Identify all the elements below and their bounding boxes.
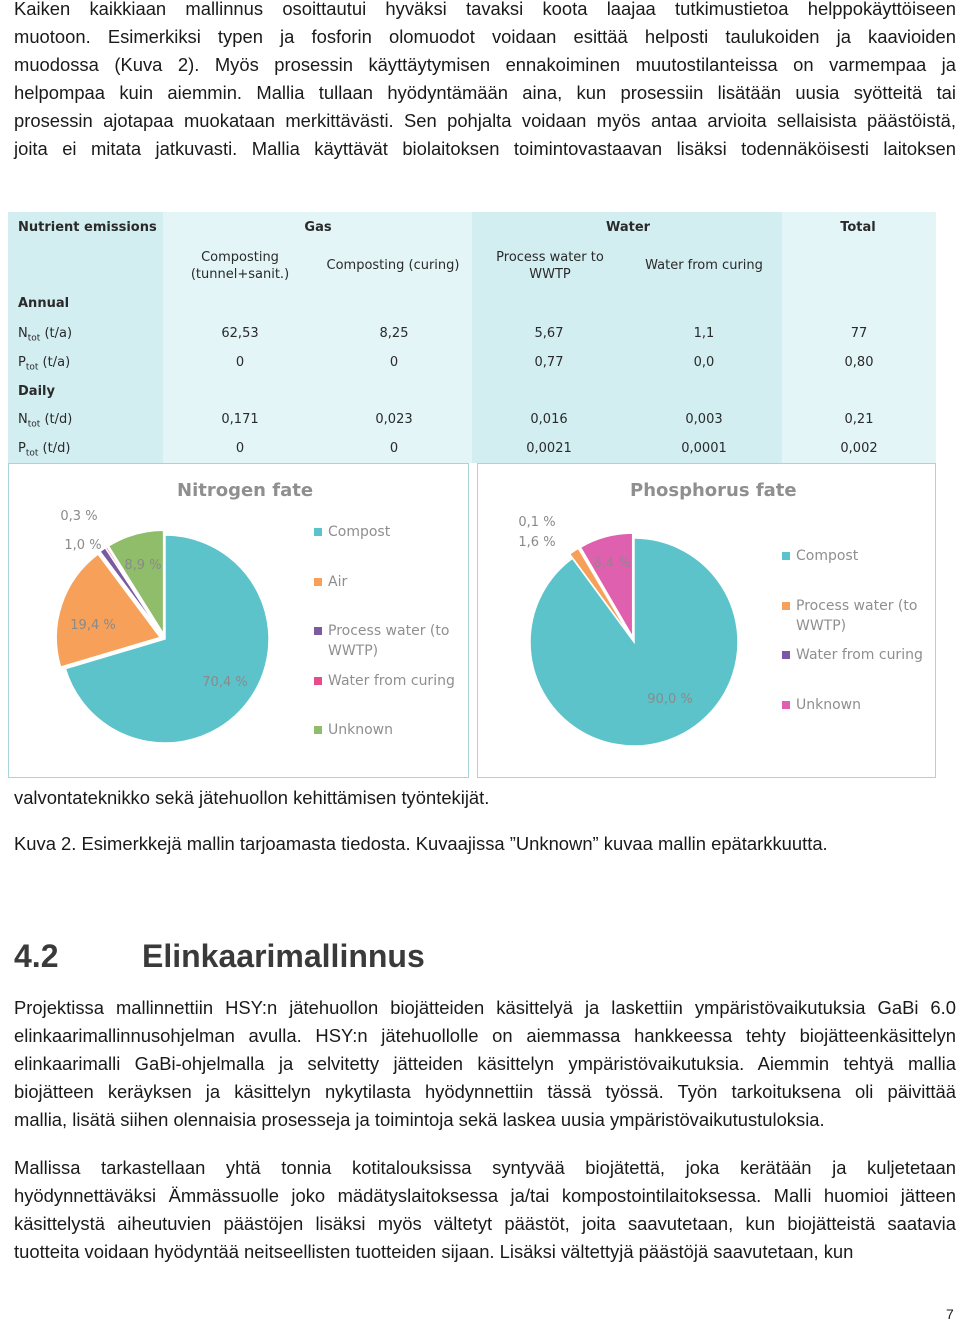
body-paragraph-2 — [14, 1154, 956, 1266]
section-label-daily: Daily — [18, 384, 55, 399]
data-label: 1,6 % — [518, 535, 556, 550]
pie-slice — [530, 538, 738, 746]
section-label-annual: Annual — [18, 296, 70, 311]
table-cell: 8,25 — [379, 326, 409, 341]
legend-label: Water from curing — [328, 672, 455, 689]
table-cell: 62,53 — [221, 326, 259, 341]
intro-paragraph — [14, 0, 956, 163]
data-label: 1,0 % — [64, 538, 102, 553]
text-line: tuotteita voidaan hyödyntää neitseellisten tuotteiden sijaan. Lisäksi vältettyjä päästöjä saavutetaan, kun — [14, 1241, 854, 1262]
table-cell: 0 — [389, 441, 399, 456]
data-label: 19,4 % — [70, 618, 116, 633]
table-corner-label: Nutrient emissions — [18, 220, 157, 235]
legend-swatch — [782, 602, 790, 610]
row-unit: (t/a) — [38, 355, 71, 370]
text-line: Projektissa mallinnettiin HSY:n jätehuollon biojätteiden käsittelyä ja laskettiin ympäristövaikutuksia GaBi 6.0 — [14, 997, 956, 1018]
table-cell: 0,003 — [685, 412, 723, 427]
table-cell: 0,002 — [840, 441, 878, 456]
row-symbol: N — [18, 412, 28, 427]
phosphorus-fate-chart — [477, 463, 936, 778]
figure-following-text: valvontateknikko sekä jätehuollon kehittämisen työntekijät. — [14, 787, 490, 808]
legend-label: Unknown — [796, 696, 861, 713]
text-line: käsittelystä aiheutuvien päästöjen lisäksi myös vältetyt päästöt, joita saavutetaan, kun biojätteistä saatavia — [14, 1213, 956, 1234]
row-label — [18, 412, 72, 430]
legend-item — [314, 671, 488, 691]
row-subscript: tot — [27, 419, 41, 430]
row-symbol: P — [18, 355, 26, 370]
row-unit: (t/d) — [38, 441, 71, 456]
table-cell: 0,0021 — [526, 441, 572, 456]
legend-swatch — [314, 528, 322, 536]
legend-swatch — [314, 677, 322, 685]
row-symbol: P — [18, 441, 26, 456]
subheader-line: Process water to — [496, 250, 604, 265]
chart-title: Phosphorus fate — [630, 480, 797, 501]
subheader-line: Composting — [201, 250, 279, 265]
table-cell: 0,171 — [221, 412, 259, 427]
legend-label: Compost — [328, 524, 391, 540]
text-line: joita ei mitata jatkuvasti. Mallia käyttävät biolaitoksen toimintovastaavan lisäksi todennäköisesti laitoksen — [14, 138, 956, 159]
legend-item — [782, 645, 956, 665]
subheader-composting-curing: Composting (curing) — [326, 258, 460, 273]
subheader-process-water — [480, 249, 620, 283]
table-cell: 0,80 — [844, 355, 874, 370]
legend-label: Water from curing — [796, 647, 923, 663]
table-cell: 77 — [850, 326, 868, 341]
section-title: Elinkaarimallinnus — [142, 938, 425, 974]
body-paragraph-1 — [14, 994, 956, 1134]
subheader-line: WWTP — [529, 267, 571, 282]
chart-title: Nitrogen fate — [177, 480, 314, 501]
subheader-composting-tunnel — [180, 249, 300, 283]
data-label: 0,3 % — [60, 509, 98, 524]
legend-label: Process water (to — [796, 597, 918, 614]
row-unit: (t/a) — [40, 326, 73, 341]
row-unit: (t/d) — [40, 412, 73, 427]
table-cell: 0,21 — [844, 412, 874, 427]
subheader-line: (tunnel+sanit.) — [190, 267, 290, 282]
group-header-total: Total — [840, 220, 876, 235]
table-cell: 0 — [235, 441, 245, 456]
data-label: 70,4 % — [202, 675, 248, 690]
table-cell: 0 — [235, 355, 245, 370]
row-label — [18, 441, 70, 459]
legend-item — [314, 720, 488, 740]
legend-item — [314, 522, 488, 542]
text-line: muodossa (Kuva 2). Myös prosessin käyttäytymisen ennakoiminen muutostilanteissa on varmempaa ja — [14, 54, 956, 75]
text-line: Mallissa tarkastellaan yhtä tonnia kotitalouksissa syntyvää biojätettä, joka kerätään ja kuljetetaan — [14, 1157, 956, 1178]
page-number: 7 — [946, 1306, 954, 1322]
group-header-gas: Gas — [304, 220, 332, 235]
figure-caption: Kuva 2. Esimerkkejä mallin tarjoamasta tiedosta. Kuvaajissa ”Unknown” kuvaa mallin epätarkkuutta. — [14, 833, 828, 854]
table-cell: 0,016 — [530, 412, 568, 427]
row-subscript: tot — [25, 448, 39, 459]
table-cell: 0,0 — [693, 355, 715, 370]
text-line: biojätteen keräyksen ja käsittelyn nykytilasta hyödynnettiin tässä työssä. Työn tarkoituksena oli päivittää — [14, 1081, 956, 1102]
data-label: 90,0 % — [647, 692, 693, 707]
text-line: Kaiken kaikkiaan mallinnus osoittautui hyväksi tavaksi koota laajaa tutkimustietoa helppokäyttöiseen — [14, 0, 956, 19]
row-symbol: N — [18, 326, 28, 341]
row-subscript: tot — [25, 362, 39, 373]
text-line: elinkaarimalli GaBi-ohjelmalla ja selvitetty jätteiden käsittelyn ympäristövaikutuksia. Aiemmin tehtyä mallia — [14, 1053, 956, 1074]
text-line: elinkaarimallinnusohjelman avulla. HSY:n jätehuollolle on aiemmassa hankkeessa tehty biojätteenkäsittelyn — [14, 1025, 956, 1046]
legend-swatch — [782, 651, 790, 659]
nitrogen-fate-chart — [8, 463, 469, 778]
legend-label: Process water (to — [328, 623, 450, 639]
legend-swatch — [314, 726, 322, 734]
table-cell: 0 — [389, 355, 399, 370]
section-number: 4.2 — [14, 938, 59, 974]
legend-item — [314, 621, 488, 661]
legend-item — [782, 596, 956, 636]
data-label: 0,1 % — [518, 515, 556, 530]
text-line: muotoon. Esimerkiksi typen ja fosforin olomuodot voidaan esittää helposti taulukoiden ja kaavioiden — [14, 26, 956, 47]
legend-label: Air — [328, 573, 348, 590]
legend-swatch — [314, 627, 322, 635]
figure-kuva-2 — [8, 212, 938, 780]
row-subscript: tot — [27, 333, 41, 344]
data-label: 8,9 % — [124, 558, 162, 573]
data-label: 8,4 % — [593, 556, 631, 571]
table-cell: 0,77 — [534, 355, 564, 370]
legend-swatch — [782, 552, 790, 560]
nutrient-emissions-table — [8, 212, 936, 463]
legend-label: Compost — [796, 548, 859, 564]
legend-swatch — [782, 701, 790, 709]
text-line: prosessin ajotapaa muokataan merkittävästi. Sen pohjalta voidaan myös antaa arvioita sellaisista päästöistä, — [14, 110, 956, 131]
legend-item — [782, 546, 956, 566]
table-cell: 1,1 — [693, 326, 715, 341]
row-label — [18, 355, 70, 373]
legend-label: WWTP) — [796, 617, 847, 634]
table-cell: 0,0001 — [681, 441, 727, 456]
legend-item — [782, 695, 956, 715]
row-label — [18, 326, 72, 344]
table-cell: 0,023 — [375, 412, 413, 427]
legend-label: WWTP) — [328, 643, 379, 659]
legend-swatch — [314, 578, 322, 586]
table-cell: 5,67 — [534, 326, 564, 341]
subheader-water-from-curing: Water from curing — [645, 258, 763, 273]
text-line: helpompaa kuin aiemmin. Mallia tullaan hyödyntämään aina, kun prosessiin lisätään uusia syötteitä tai — [14, 82, 956, 103]
text-line: mallia, lisätä siihen olennaisia prosesseja ja toimintoja sekä laskea uusia ympäristövaikutustuloksia. — [14, 1109, 825, 1130]
legend-item — [314, 572, 488, 592]
legend-label: Unknown — [328, 722, 393, 738]
text-line: hyödynnettäväksi Ämmässuolle joko mädätyslaitoksessa ja/tai kompostointilaitoksessa. Malli huomioi jätteen — [14, 1185, 956, 1206]
group-header-water: Water — [605, 220, 651, 235]
